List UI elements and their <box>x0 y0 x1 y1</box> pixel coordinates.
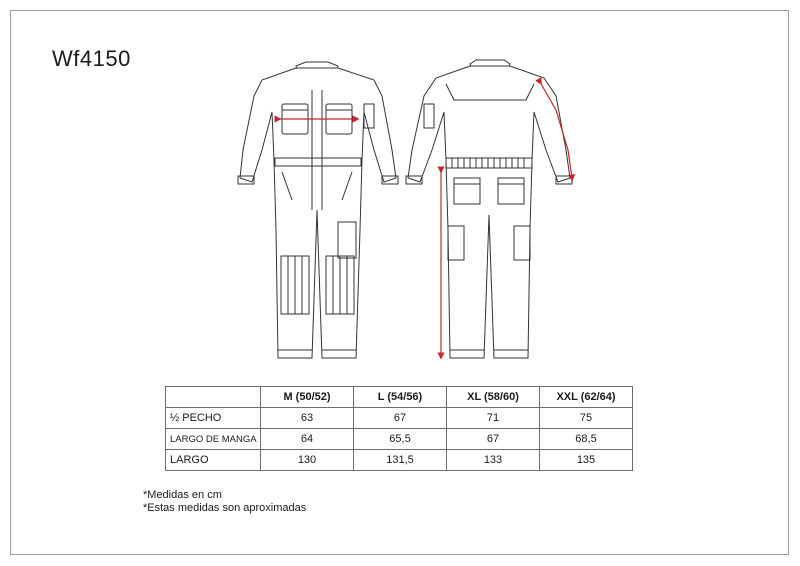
table-row <box>166 408 633 429</box>
table-cell: 131,5 <box>354 450 447 471</box>
table-cell: 67 <box>354 408 447 429</box>
note-approximate: *Estas medidas son aproximadas <box>143 502 307 514</box>
coverall-back-view <box>406 60 572 358</box>
table-cell: 133 <box>447 450 540 471</box>
size-column-header: M (50/52) <box>261 387 354 408</box>
coverall-front-view <box>238 62 398 358</box>
size-column-header: XL (58/60) <box>447 387 540 408</box>
notes <box>143 489 306 515</box>
table-cell: 65,5 <box>354 429 447 450</box>
row-label: LARGO DE MANGA <box>166 429 261 450</box>
table-cell: 67 <box>447 429 540 450</box>
table-cell: 63 <box>261 408 354 429</box>
table-cell: 75 <box>540 408 633 429</box>
size-column-header: L (54/56) <box>354 387 447 408</box>
size-column-header: XXL (62/64) <box>540 387 633 408</box>
note-units: *Medidas en cm <box>143 489 222 501</box>
model-code: Wf4150 <box>52 46 131 71</box>
size-table-corner <box>166 387 261 408</box>
table-cell: 130 <box>261 450 354 471</box>
table-row <box>166 429 633 450</box>
size-table-header-row <box>166 387 633 408</box>
table-row <box>166 450 633 471</box>
table-cell: 71 <box>447 408 540 429</box>
table-cell: 68,5 <box>540 429 633 450</box>
table-cell: 64 <box>261 429 354 450</box>
table-cell: 135 <box>540 450 633 471</box>
size-table <box>165 386 633 471</box>
row-label: LARGO <box>166 450 261 471</box>
row-label: ½ PECHO <box>166 408 261 429</box>
